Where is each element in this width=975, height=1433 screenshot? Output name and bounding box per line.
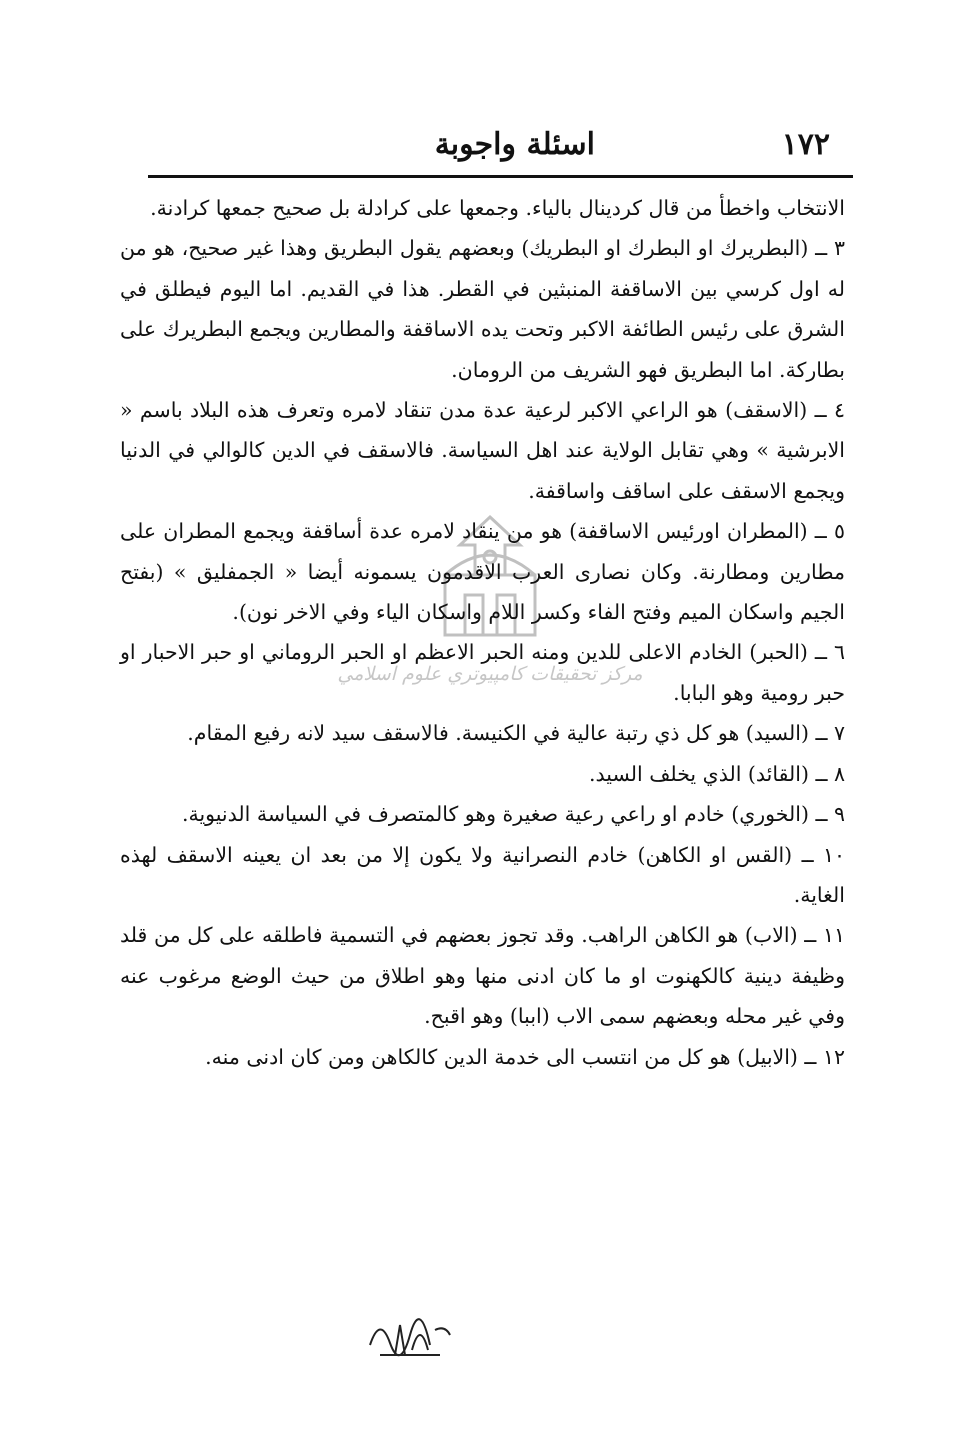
page-number: ١٧٢ [781,127,830,162]
paragraph-5: ٦ ــ (الحبر) الخادم الاعلى للدين ومنه الحبر الاعظم او الحبر الروماني او حبر الاحبار او حبر رومية وهو البابا. [120,640,845,705]
paragraph-9: ١٠ ــ (القس او الكاهن) خادم النصرانية ولا يكون إلا من بعد ان يعينه الاسقف لهذه الغاية. [120,842,845,907]
paragraph-6: ٧ ــ (السيد) هو كل ذي رتبة عالية في الكنيسة. فالاسقف سيد لانه رفيع المقام. [187,721,845,746]
paragraph-4: ٥ ــ (المطران اورئيس الاساقفة) هو من ينقاد لامره عدة أساقفة ويجمع المطران على مطارين ومطارنة. وكان نصارى العرب الاقدمون يسمونه أيضا « الجمفليق » (بفتح الجيم واسكان الميم وفتح الفاء وكسر اللام واسكان الياء وفي الاخر نون). [120,519,845,625]
footer-stamp [350,1305,470,1365]
paragraph-10: ١١ ــ (الاب) هو الكاهن الراهب. وقد تجوز بعضهم في التسمية فاطلقه على كل من قلد وظيفة دينية كالكهنوت او ما كان ادنى منها وهو اطلاق من حيث الوضع مرغوب عنه وفي غير محله وبعضهم سمى الاب (اببا) وهو اقبح. [120,923,845,1029]
paragraph-11: ١٢ ــ (الابيل) هو كل من انتسب الى خدمة الدين كالكاهن ومن كان ادنى منه. [205,1044,845,1069]
paragraph-8: ٩ ــ (الخوري) خادم او راعي رعية صغيرة وهو كالمتصرف في السياسة الدنيوية. [181,802,845,827]
page-header [150,125,850,169]
paragraph-2: ٣ ــ (البطريرك او البطرك او البطريك) وبعضهم يقول البطريق وهذا غير صحيح، هو من له اول كرسي بين الاساقفة المنبثين في القطر. هذا في القديم. اما اليوم فيطلق في الشرق على رئيس الطائفة الاكبر وتحت يده الاساقفة والمطارين ويجمع البطريرك على بطاركة. اما البطريق فهو الشريف من الرومان. [120,236,845,382]
stamp-icon [350,1305,470,1365]
running-title: اسئلة واجوبة [434,127,595,162]
paragraph-1: الانتخاب واخطأ من قال كردينال بالياء. وجمعها على كرادلة بل صحيح جمعها كرادنة. [150,196,845,220]
paragraph-7: ٨ ــ (القائد) الذي يخلف السيد. [588,761,845,786]
body-text [120,188,845,1077]
header-rule [148,175,853,178]
watermark-caption: مركز تحقيقات كامپيوتري علوم اسلامي [337,663,643,685]
paragraph-3: ٤ ــ (الاسقف) هو الراعي الاكبر لرعية عدة مدن تنقاد لامره وتعرف هذه البلاد باسم « الابرشية » وهي تقابل الولاية عند اهل السياسة. فالاسقف في الدين كالوالي في الدنيا ويجمع الاسقف على اساقف واساقفة. [120,398,845,503]
